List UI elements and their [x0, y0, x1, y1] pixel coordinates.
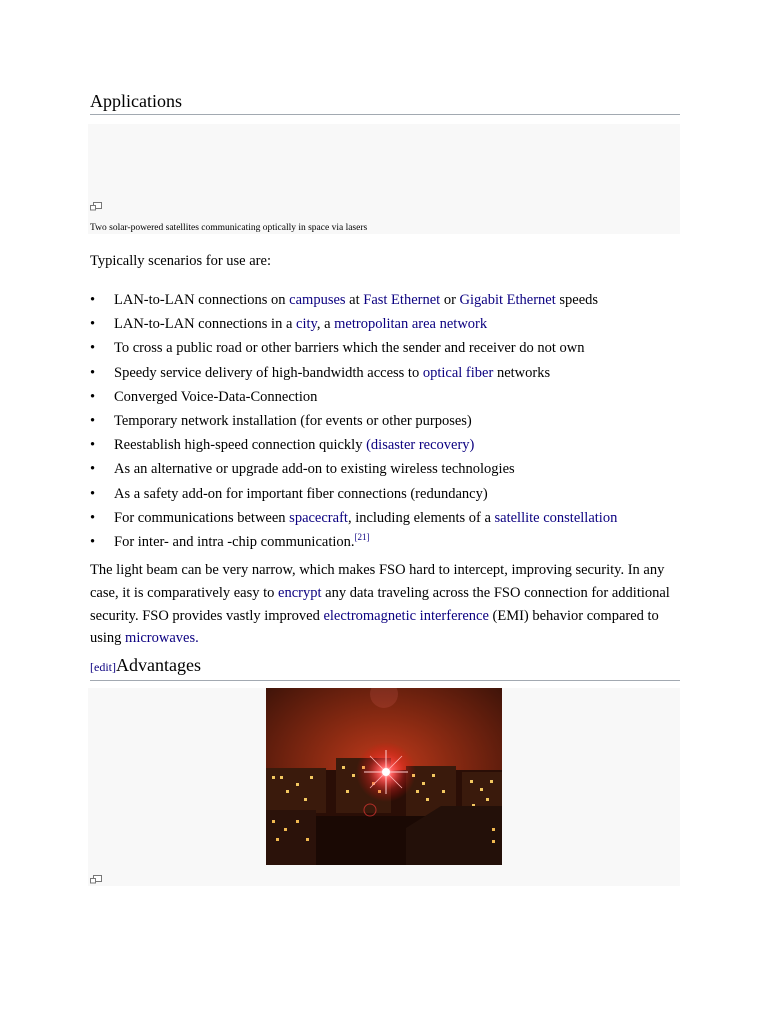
- list-item: [90, 288, 690, 312]
- magnify-clip-icon[interactable]: [90, 875, 102, 884]
- list-item: [90, 530, 690, 554]
- security-paragraph: [90, 559, 680, 650]
- text-run: As a safety add-on for important fiber connections (redundancy): [114, 485, 488, 502]
- list-item: [90, 433, 690, 457]
- list-item: [90, 336, 690, 360]
- scenarios-list: [90, 288, 690, 554]
- text-run: Speedy service delivery of high-bandwidth access to: [114, 364, 423, 381]
- wiki-link[interactable]: city: [296, 316, 317, 333]
- figure-caption: Two solar-powered satellites communicating optically in space via lasers: [90, 223, 368, 233]
- list-item: [90, 385, 690, 409]
- intro-text: Typically scenarios for use are:: [90, 253, 271, 269]
- list-item: [90, 409, 690, 433]
- text-run: at: [345, 292, 364, 308]
- city-laser-image: [266, 688, 502, 865]
- text-run: Reestablish high-speed connection quickly: [114, 437, 367, 454]
- list-item: [90, 506, 690, 530]
- magnify-clip-icon[interactable]: [90, 202, 102, 211]
- wiki-link[interactable]: Gigabit Ethernet: [459, 292, 556, 308]
- wiki-link[interactable]: optical fiber: [422, 364, 494, 381]
- wiki-link[interactable]: campuses: [289, 292, 346, 308]
- section-heading-applications: [90, 90, 680, 115]
- list-item: [90, 312, 690, 336]
- text-run: any data traveling across the FSO connection for additional security. FSO provides vastly improved: [90, 584, 670, 624]
- text-run: For communications between: [114, 509, 290, 526]
- satellite-figure: [88, 124, 680, 234]
- list-item: [90, 361, 690, 385]
- text-run: The light beam can be very narrow, which makes FSO hard to intercept, improving security. In any case, it is comparatively easy to: [90, 562, 665, 601]
- text-run: speeds: [555, 292, 599, 308]
- text-run: or: [440, 292, 460, 308]
- wiki-link[interactable]: satellite constellation: [494, 509, 618, 526]
- night-laser-photo[interactable]: [266, 688, 502, 865]
- wiki-link[interactable]: Fast Ethernet: [363, 292, 441, 308]
- text-run: For inter- and intra -chip communication.: [114, 534, 355, 551]
- text-run: LAN-to-LAN connections on: [114, 292, 290, 308]
- citation-link[interactable]: [21]: [354, 532, 370, 543]
- advantages-heading-text: Advantages: [116, 655, 201, 675]
- text-run: networks: [493, 364, 551, 381]
- list-item: [90, 482, 690, 506]
- text-run: LAN-to-LAN connections in a: [114, 316, 297, 333]
- text-run: , including elements of a: [347, 509, 495, 526]
- text-run: As an alternative or upgrade add-on to existing wireless technologies: [114, 461, 515, 478]
- edit-link[interactable]: [edit]: [90, 660, 116, 674]
- wiki-link[interactable]: electromagnetic interference: [323, 607, 489, 624]
- wiki-link[interactable]: encrypt: [278, 584, 322, 601]
- wiki-link[interactable]: spacecraft: [289, 509, 348, 526]
- text-run: , a: [316, 316, 335, 333]
- list-item: [90, 457, 690, 481]
- section-heading-advantages: [90, 654, 680, 681]
- laser-photo-figure: [88, 688, 680, 886]
- wiki-link[interactable]: metropolitan area network: [334, 316, 488, 333]
- text-run: Converged Voice-Data-Connection: [114, 388, 318, 405]
- wiki-link[interactable]: microwaves.: [125, 630, 199, 647]
- text-run: To cross a public road or other barriers which the sender and receiver do not own: [114, 340, 585, 357]
- text-run: Temporary network installation (for events or other purposes): [114, 413, 472, 430]
- text-run: (EMI) behavior compared to using: [90, 607, 659, 647]
- applications-heading-text: Applications: [90, 91, 182, 111]
- citation: [355, 532, 370, 542]
- wiki-link[interactable]: (disaster recovery): [366, 437, 475, 454]
